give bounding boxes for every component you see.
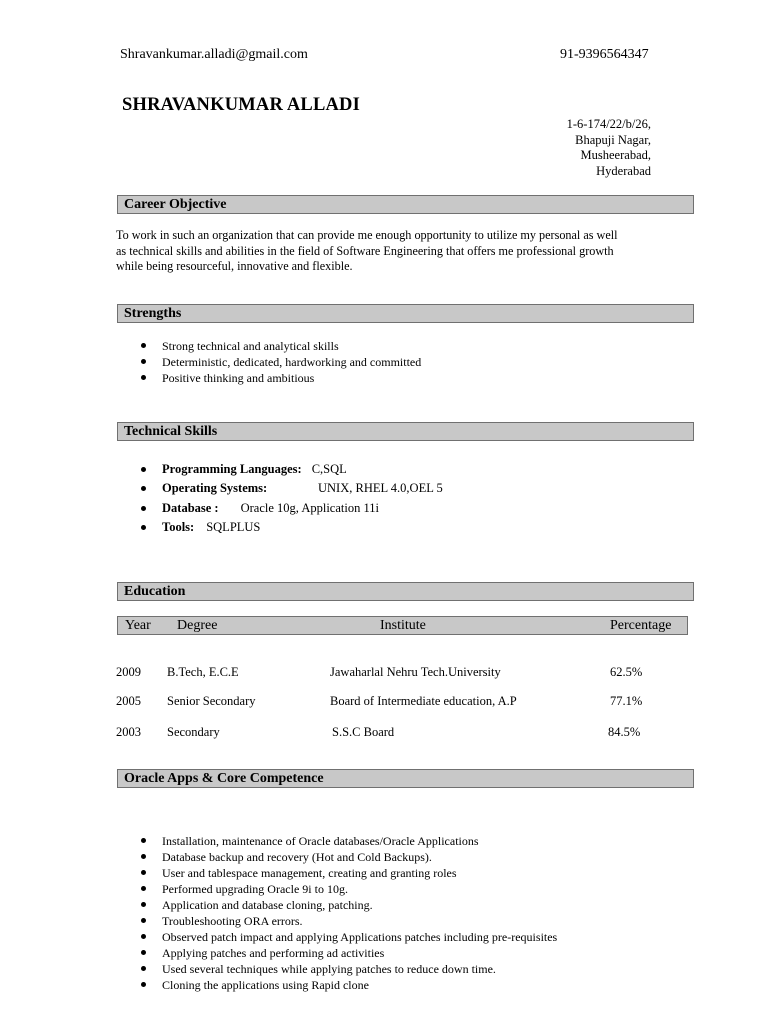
table-row xyxy=(0,725,768,741)
bullet-icon xyxy=(141,870,146,875)
percentage-cell: 84.5% xyxy=(608,725,641,739)
address-line: 1-6-174/22/b/26, xyxy=(566,117,651,131)
table-row xyxy=(0,665,768,681)
bullet-icon xyxy=(141,934,146,939)
oracle-apps-heading: Oracle Apps & Core Competence xyxy=(117,769,694,788)
list-item xyxy=(162,460,379,479)
list-item: Troubleshooting ORA errors. xyxy=(162,913,557,929)
list-item xyxy=(162,499,379,518)
address-line: Bhapuji Nagar, xyxy=(575,132,651,147)
column-header: Year xyxy=(125,618,151,633)
table-row xyxy=(0,694,768,710)
skill-label: Programming Languages: xyxy=(162,462,302,476)
strengths-list xyxy=(162,338,421,386)
phone-number: 91-9396564347 xyxy=(560,47,649,62)
career-objective-heading: Career Objective xyxy=(117,195,694,214)
list-item xyxy=(162,479,443,498)
career-objective-text xyxy=(116,228,696,275)
address-line: Hyderabad xyxy=(596,163,651,178)
year-cell: 2005 xyxy=(116,694,141,708)
institute-cell: S.S.C Board xyxy=(332,725,395,739)
education-heading: Education xyxy=(117,582,694,601)
skill-label: Tools: xyxy=(162,519,195,534)
year-cell: 2003 xyxy=(116,725,141,739)
education-table-header xyxy=(117,616,688,635)
skill-value: C,SQL xyxy=(311,462,347,476)
objective-line: as technical skills and abilities in the field of Software Engineering that offers me professional growth xyxy=(116,243,614,258)
skill-label: Database : xyxy=(162,500,219,515)
bullet-icon xyxy=(141,359,146,364)
bullet-icon xyxy=(141,902,146,907)
list-item: Performed upgrading Oracle 9i to 10g. xyxy=(162,881,557,897)
bullet-icon xyxy=(141,950,146,955)
objective-line: while being resourceful, innovative and flexible. xyxy=(116,259,353,273)
objective-line: To work in such an organization that can provide me enough opportunity to utilize my personal as well xyxy=(116,228,618,242)
list-item: User and tablespace management, creating and granting roles xyxy=(162,865,557,881)
percentage-cell: 77.1% xyxy=(610,694,643,708)
bullet-icon xyxy=(141,966,146,971)
bullet-icon xyxy=(141,854,146,859)
skill-value: SQLPLUS xyxy=(206,519,261,534)
list-item: Application and database cloning, patching. xyxy=(162,897,557,913)
bullet-icon xyxy=(141,886,146,891)
bullet-icon xyxy=(141,375,146,380)
technical-skills-heading: Technical Skills xyxy=(117,422,694,441)
list-item: Deterministic, dedicated, hardworking and committed xyxy=(162,354,421,370)
degree-cell: B.Tech, E.C.E xyxy=(167,665,239,679)
bullet-icon xyxy=(141,486,146,491)
degree-cell: Secondary xyxy=(167,725,220,739)
column-header: Institute xyxy=(380,618,426,633)
bullet-icon xyxy=(141,506,146,511)
email-address: Shravankumar.alladi@gmail.com xyxy=(120,47,308,62)
column-header: Degree xyxy=(177,618,218,633)
list-item: Installation, maintenance of Oracle databases/Oracle Applications xyxy=(162,833,557,849)
strengths-heading: Strengths xyxy=(117,304,694,323)
skill-value: Oracle 10g, Application 11i xyxy=(240,500,379,515)
list-item: Database backup and recovery (Hot and Cold Backups). xyxy=(162,849,557,865)
percentage-cell: 62.5% xyxy=(610,665,643,679)
bullet-icon xyxy=(141,525,146,530)
bullet-icon xyxy=(141,467,146,472)
postal-address xyxy=(451,117,651,179)
list-item: Applying patches and performing ad activities xyxy=(162,945,557,961)
column-header: Percentage xyxy=(610,618,672,633)
institute-cell: Jawaharlal Nehru Tech.University xyxy=(330,665,501,679)
bullet-icon xyxy=(141,838,146,843)
skill-label: Operating Systems: xyxy=(162,481,268,496)
list-item: Observed patch impact and applying Applications patches including pre-requisites xyxy=(162,929,557,945)
institute-cell: Board of Intermediate education, A.P xyxy=(330,694,517,708)
candidate-name: SHRAVANKUMAR ALLADI xyxy=(122,95,361,115)
address-line: Musheerabad, xyxy=(580,148,651,163)
technical-skills-list xyxy=(162,460,443,537)
skill-value: UNIX, RHEL 4.0,OEL 5 xyxy=(318,481,443,496)
list-item: Used several techniques while applying patches to reduce down time. xyxy=(162,961,557,977)
list-item: Strong technical and analytical skills xyxy=(162,338,421,354)
bullet-icon xyxy=(141,918,146,923)
list-item: Cloning the applications using Rapid clone xyxy=(162,977,557,993)
oracle-apps-list xyxy=(162,833,557,993)
year-cell: 2009 xyxy=(116,665,141,679)
list-item: Positive thinking and ambitious xyxy=(162,370,421,386)
bullet-icon xyxy=(141,982,146,987)
degree-cell: Senior Secondary xyxy=(167,694,256,708)
bullet-icon xyxy=(141,343,146,348)
list-item xyxy=(162,518,379,537)
